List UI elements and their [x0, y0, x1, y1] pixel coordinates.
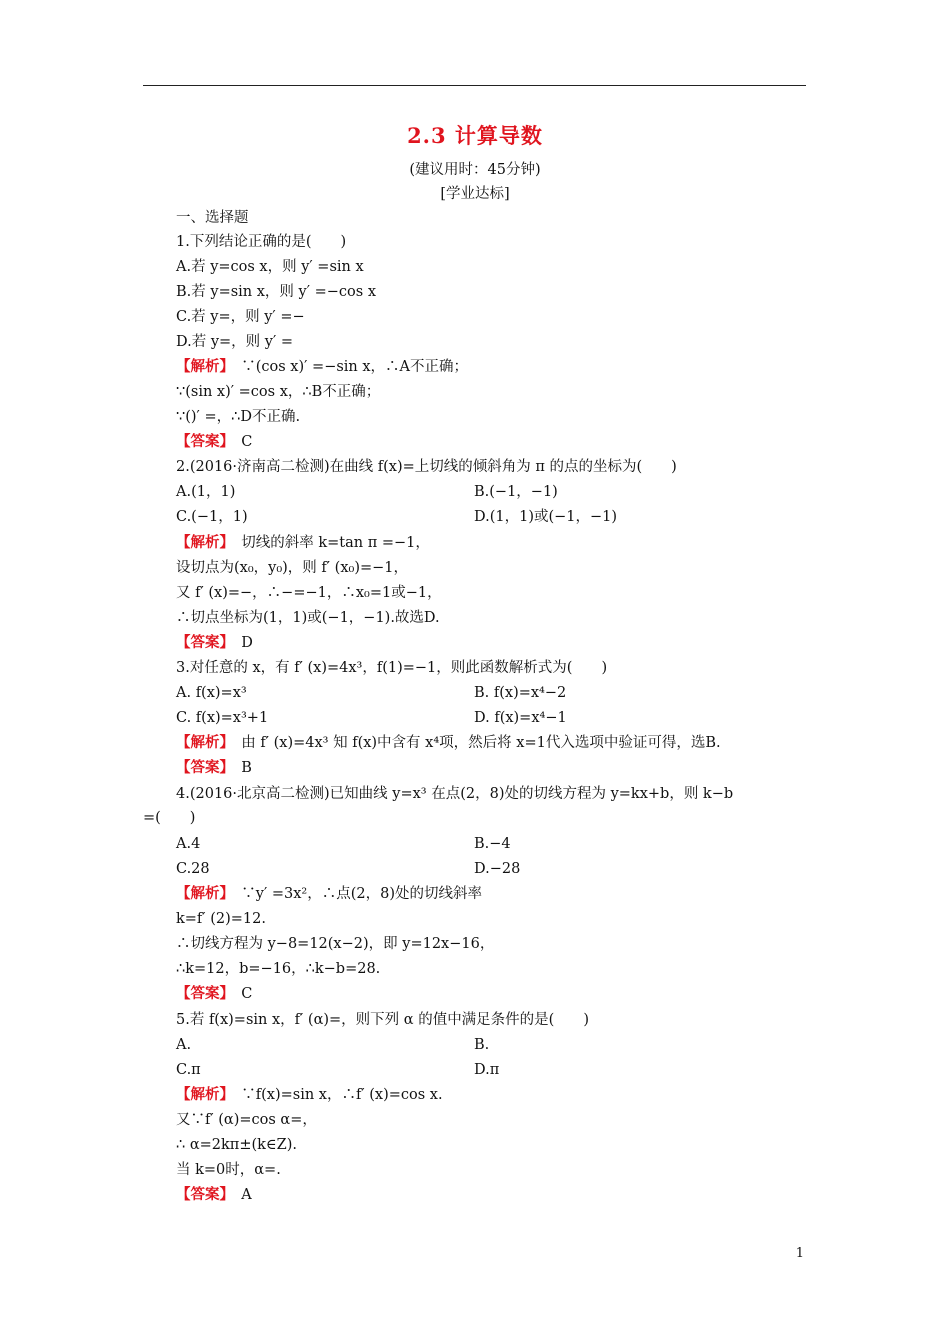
q2-option-a: A.(1，1) [176, 484, 236, 500]
q1-option-c: C.若 y=，则 y′ =− [176, 309, 305, 325]
q1-option-d: D.若 y=，则 y′ = [176, 334, 294, 350]
q4-stem-line2: =( ) [143, 810, 196, 826]
q3-option-a: A. f(x)=x³ [176, 685, 247, 701]
q4-analysis-line3: ∴切线方程为 y−8=12(x−2)，即 y=12x−16， [176, 936, 495, 952]
q1-answer-value: C [226, 434, 253, 450]
q1-analysis-line1 [176, 357, 468, 377]
q1-answer [176, 432, 252, 452]
q3-analysis-text1: 由 f′ (x)=4x³ 知 f(x)中含有 x⁴项，然后将 x=1代入选项中验证可得，选B. [226, 735, 721, 751]
q3-option-c: C. f(x)=x³+1 [176, 710, 269, 726]
q1-option-b: B.若 y=sin x，则 y′ =−cos x [176, 284, 376, 300]
q2-stem: 2.(2016·济南高二检测)在曲线 f(x)=上切线的倾斜角为 π 的点的坐标为( ) [176, 459, 677, 475]
q1-option-a: A.若 y=cos x，则 y′ =sin x [176, 259, 364, 275]
answer-tag: 【答案】 [176, 985, 227, 1002]
q4-option-a: A.4 [176, 836, 201, 852]
q4-answer-value: C [226, 986, 253, 1002]
q2-option-c: C.(−1，1) [176, 509, 248, 525]
q4-option-c: C.28 [176, 861, 210, 877]
q5-analysis-text1: ∵f(x)=sin x，∴f′ (x)=cos x. [226, 1087, 443, 1103]
q2-analysis-text1: 切线的斜率 k=tan π =−1， [226, 535, 430, 551]
q2-answer-value: D [226, 635, 253, 651]
q5-analysis-line1 [176, 1085, 443, 1105]
q5-option-b: B. [474, 1037, 490, 1053]
q2-option-d: D.(1，1)或(−1，−1) [474, 509, 618, 525]
analysis-tag: 【解析】 [176, 1086, 227, 1103]
q5-option-a: A. [176, 1037, 192, 1053]
q2-analysis-line3: 又 f′ (x)=−，∴−=−1，∴x₀=1或−1， [176, 585, 442, 601]
q4-answer [176, 984, 252, 1004]
q2-answer [176, 633, 253, 653]
q5-answer [176, 1185, 252, 1205]
q4-analysis-line4: ∴k=12，b=−16，∴k−b=28. [176, 961, 381, 977]
answer-tag: 【答案】 [176, 1186, 227, 1203]
q3-option-b: B. f(x)=x⁴−2 [474, 685, 567, 701]
analysis-tag: 【解析】 [176, 358, 227, 375]
q5-option-c: C.π [176, 1062, 201, 1078]
q3-option-d: D. f(x)=x⁴−1 [474, 710, 567, 726]
page-title: 2.3 计算导数 [407, 123, 543, 148]
analysis-tag: 【解析】 [176, 885, 227, 902]
q3-answer [176, 758, 252, 778]
q4-option-d: D.−28 [474, 861, 521, 877]
q4-analysis-line2: k=f′ (2)=12. [176, 911, 266, 927]
analysis-tag: 【解析】 [176, 734, 227, 751]
q5-stem: 5.若 f(x)=sin x，f′ (α)=，则下列 α 的值中满足条件的是( ) [176, 1012, 590, 1028]
section-heading: 一、选择题 [176, 210, 249, 226]
q5-analysis-line3: ∴ α=2kπ±(k∈Z). [176, 1137, 297, 1153]
time-hint: (建议用时：45分钟) [409, 162, 541, 178]
q5-analysis-line2: 又∵f′ (α)=cos α=， [176, 1112, 317, 1128]
q2-analysis-line1 [176, 533, 430, 553]
answer-tag: 【答案】 [176, 634, 227, 651]
q1-stem: 1.下列结论正确的是( ) [176, 234, 347, 250]
page-number: 1 [795, 1246, 804, 1261]
q2-analysis-line4: ∴切点坐标为(1，1)或(−1，−1).故选D. [176, 610, 440, 626]
q3-answer-value: B [226, 760, 252, 776]
q4-option-b: B.−4 [474, 836, 511, 852]
q2-option-b: B.(−1，−1) [474, 484, 558, 500]
answer-tag: 【答案】 [176, 759, 227, 776]
q2-analysis-line2: 设切点为(x₀，y₀)，则 f′ (x₀)=−1， [176, 560, 409, 576]
analysis-tag: 【解析】 [176, 534, 227, 551]
q5-answer-value: A [226, 1187, 252, 1203]
q4-analysis-text1: ∵y′ =3x²，∴点(2，8)处的切线斜率 [226, 886, 482, 902]
q1-analysis-line3: ∵()′ =，∴D不正确. [176, 409, 301, 425]
q3-analysis-line1 [176, 733, 721, 753]
answer-tag: 【答案】 [176, 433, 227, 450]
q4-analysis-line1 [176, 884, 482, 904]
q1-analysis-line2: ∵(sin x)′ =cos x，∴B不正确； [176, 384, 381, 400]
q4-stem-line1: 4.(2016·北京高二检测)已知曲线 y=x³ 在点(2，8)处的切线方程为 y=kx+b，则 k−b [176, 786, 734, 802]
q5-option-d: D.π [474, 1062, 500, 1078]
q1-analysis-text1: ∵(cos x)′ =−sin x，∴A不正确； [226, 359, 469, 375]
level-label: [学业达标] [440, 186, 510, 202]
header-rule [143, 85, 806, 86]
q5-analysis-line4: 当 k=0时，α=. [176, 1162, 281, 1178]
q3-stem: 3.对任意的 x，有 f′ (x)=4x³，f(1)=−1，则此函数解析式为( ) [176, 660, 608, 676]
